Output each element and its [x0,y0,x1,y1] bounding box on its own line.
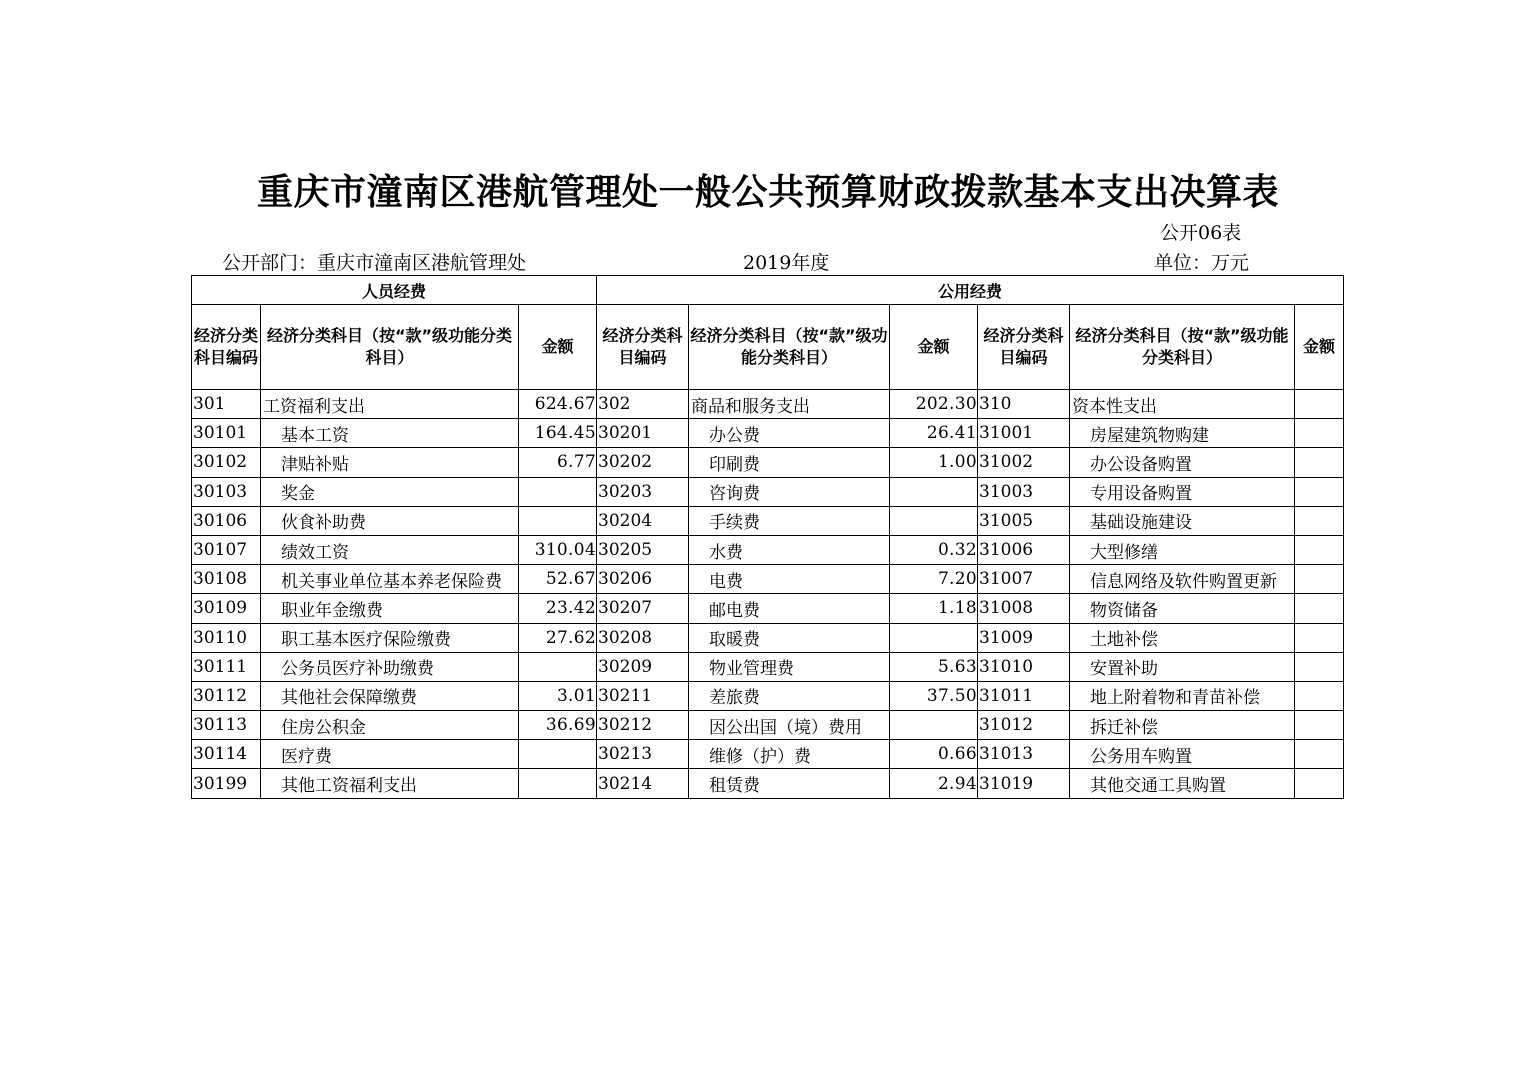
code-cell: 31011 [978,681,1070,710]
table-row [192,623,1344,652]
name-cell: 其他工资福利支出 [261,769,519,798]
name-cell: 住房公积金 [261,711,519,740]
amount-cell [1295,652,1344,681]
name-cell: 职工基本医疗保险缴费 [261,623,519,652]
code-cell: 30111 [192,652,261,681]
amount-cell [519,740,597,769]
amount-cell: 0.32 [890,535,978,564]
table-number: 公开06表 [1160,222,1242,244]
amount-cell [1295,740,1344,769]
amount-cell [1295,477,1344,506]
name-cell: 邮电费 [689,594,890,623]
code-cell: 31007 [978,565,1070,594]
name-cell: 伙食补助费 [261,506,519,535]
amount-cell: 26.41 [890,419,978,448]
name-cell: 资本性支出 [1070,390,1295,419]
header-code: 经济分类科目编码 [978,305,1070,390]
code-cell: 30203 [597,477,689,506]
amount-cell: 37.50 [890,681,978,710]
header-amount: 金额 [1295,305,1344,390]
table-row [192,769,1344,798]
code-cell: 30106 [192,506,261,535]
code-cell: 30204 [597,506,689,535]
amount-cell [1295,623,1344,652]
amount-cell [519,477,597,506]
table-row [192,652,1344,681]
unit-label: 单位：万元 [1154,252,1250,274]
amount-cell [1295,711,1344,740]
group-public: 公用经费 [597,276,1344,305]
name-cell: 办公设备购置 [1070,448,1295,477]
name-cell: 信息网络及软件购置更新 [1070,565,1295,594]
name-cell: 安置补助 [1070,652,1295,681]
table-row [192,448,1344,477]
amount-cell: 27.62 [519,623,597,652]
name-cell: 基础设施建设 [1070,506,1295,535]
code-cell: 30109 [192,594,261,623]
code-cell: 30101 [192,419,261,448]
amount-cell [519,506,597,535]
page-title: 重庆市潼南区港航管理处一般公共预算财政拨款基本支出决算表 [256,172,1279,213]
code-cell: 30213 [597,740,689,769]
group-personnel: 人员经费 [192,276,597,305]
table-row [192,681,1344,710]
code-cell: 31001 [978,419,1070,448]
name-cell: 医疗费 [261,740,519,769]
name-cell: 手续费 [689,506,890,535]
amount-cell: 0.66 [890,740,978,769]
name-cell: 办公费 [689,419,890,448]
amount-cell [1295,448,1344,477]
code-cell: 30107 [192,535,261,564]
amount-cell: 36.69 [519,711,597,740]
budget-table [191,275,1344,799]
amount-cell [1295,769,1344,798]
amount-cell [519,652,597,681]
amount-cell [1295,419,1344,448]
code-cell: 31005 [978,506,1070,535]
code-cell: 31008 [978,594,1070,623]
table-row [192,477,1344,506]
name-cell: 其他交通工具购置 [1070,769,1295,798]
amount-cell [890,506,978,535]
code-cell: 30211 [597,681,689,710]
amount-cell: 3.01 [519,681,597,710]
name-cell: 公务用车购置 [1070,740,1295,769]
name-cell: 印刷费 [689,448,890,477]
name-cell: 水费 [689,535,890,564]
amount-cell: 1.00 [890,448,978,477]
amount-cell: 52.67 [519,565,597,594]
name-cell: 商品和服务支出 [689,390,890,419]
name-cell: 专用设备购置 [1070,477,1295,506]
table-row [192,740,1344,769]
code-cell: 30199 [192,769,261,798]
amount-cell: 164.45 [519,419,597,448]
code-cell: 302 [597,390,689,419]
year-label: 2019年度 [743,252,830,274]
name-cell: 基本工资 [261,419,519,448]
amount-cell: 310.04 [519,535,597,564]
code-cell: 31009 [978,623,1070,652]
amount-cell [1295,681,1344,710]
amount-cell [890,711,978,740]
name-cell: 奖金 [261,477,519,506]
amount-cell [1295,506,1344,535]
code-cell: 30113 [192,711,261,740]
table-row [192,711,1344,740]
group-header-row [192,276,1344,305]
code-cell: 30206 [597,565,689,594]
amount-cell [519,769,597,798]
code-cell: 31019 [978,769,1070,798]
name-cell: 差旅费 [689,681,890,710]
code-cell: 31002 [978,448,1070,477]
amount-cell [890,477,978,506]
amount-cell: 6.77 [519,448,597,477]
name-cell: 咨询费 [689,477,890,506]
name-cell: 工资福利支出 [261,390,519,419]
name-cell: 地上附着物和青苗补偿 [1070,681,1295,710]
amount-cell: 624.67 [519,390,597,419]
code-cell: 30102 [192,448,261,477]
code-cell: 30209 [597,652,689,681]
header-name: 经济分类科目（按“款”级功能分类科目） [689,305,890,390]
amount-cell: 2.94 [890,769,978,798]
code-cell: 30110 [192,623,261,652]
name-cell: 因公出国（境）费用 [689,711,890,740]
code-cell: 30103 [192,477,261,506]
code-cell: 301 [192,390,261,419]
amount-cell [890,623,978,652]
amount-cell: 1.18 [890,594,978,623]
amount-cell [1295,565,1344,594]
header-amount: 金额 [519,305,597,390]
name-cell: 绩效工资 [261,535,519,564]
department-label: 公开部门：重庆市潼南区港航管理处 [222,252,527,274]
table-row [192,565,1344,594]
table-row [192,506,1344,535]
amount-cell [1295,390,1344,419]
code-cell: 30108 [192,565,261,594]
table-row [192,390,1344,419]
code-cell: 30212 [597,711,689,740]
code-cell: 30112 [192,681,261,710]
amount-cell: 7.20 [890,565,978,594]
name-cell: 物资储备 [1070,594,1295,623]
code-cell: 30207 [597,594,689,623]
header-name: 经济分类科目（按“款”级功能分类科目） [1070,305,1295,390]
code-cell: 30214 [597,769,689,798]
name-cell: 津贴补贴 [261,448,519,477]
amount-cell: 23.42 [519,594,597,623]
code-cell: 30114 [192,740,261,769]
code-cell: 30201 [597,419,689,448]
code-cell: 30205 [597,535,689,564]
amount-cell: 202.30 [890,390,978,419]
amount-cell [1295,594,1344,623]
name-cell: 取暖费 [689,623,890,652]
code-cell: 31012 [978,711,1070,740]
header-amount: 金额 [890,305,978,390]
header-code: 经济分类科目编码 [597,305,689,390]
name-cell: 维修（护）费 [689,740,890,769]
code-cell: 310 [978,390,1070,419]
code-cell: 30208 [597,623,689,652]
name-cell: 电费 [689,565,890,594]
amount-cell [1295,535,1344,564]
name-cell: 机关事业单位基本养老保险费 [261,565,519,594]
name-cell: 公务员医疗补助缴费 [261,652,519,681]
name-cell: 土地补偿 [1070,623,1295,652]
code-cell: 31006 [978,535,1070,564]
code-cell: 31013 [978,740,1070,769]
code-cell: 31003 [978,477,1070,506]
name-cell: 租赁费 [689,769,890,798]
amount-cell: 5.63 [890,652,978,681]
code-cell: 30202 [597,448,689,477]
table-row [192,535,1344,564]
name-cell: 大型修缮 [1070,535,1295,564]
header-name: 经济分类科目（按“款”级功能分类科目） [261,305,519,390]
name-cell: 拆迁补偿 [1070,711,1295,740]
column-header-row [192,305,1344,390]
name-cell: 职业年金缴费 [261,594,519,623]
name-cell: 房屋建筑物购建 [1070,419,1295,448]
table-row [192,594,1344,623]
table-row [192,419,1344,448]
name-cell: 物业管理费 [689,652,890,681]
header-code: 经济分类科目编码 [192,305,261,390]
code-cell: 31010 [978,652,1070,681]
name-cell: 其他社会保障缴费 [261,681,519,710]
